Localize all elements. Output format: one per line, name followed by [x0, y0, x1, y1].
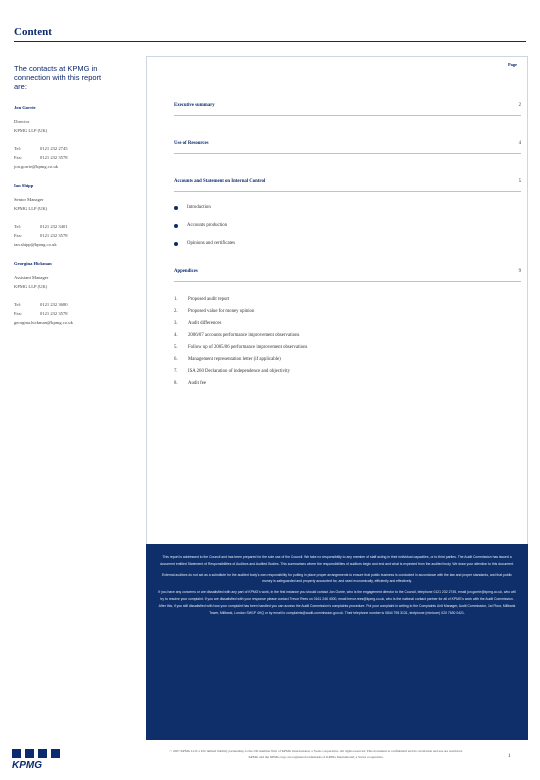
contact-fax [14, 231, 134, 240]
appendix-item[interactable]: 1. Proposed audit report [174, 297, 230, 302]
appendix-item-label: ISA 260 Declaration of independence and objectivity [188, 369, 291, 374]
toc-entry-label: Executive summary [174, 103, 215, 108]
toc-entry-page: 2 [518, 103, 521, 108]
contact-card [14, 105, 134, 171]
page-title: Content [14, 26, 52, 38]
contact-title: Assistant Manager [14, 275, 49, 280]
contact-name: Jon Gorrie [14, 105, 36, 110]
appendix-item-label: Proposed value for money opinion [188, 309, 255, 314]
contacts-heading: The contacts at KPMG in connection with this report are: [14, 64, 102, 91]
fax-value: 0121 232 3578 [40, 311, 68, 316]
appendix-item[interactable]: 8. Audit fee [174, 381, 206, 386]
contact-company: KPMG LLP (UK) [14, 284, 48, 289]
title-divider [14, 41, 526, 42]
tel-value: 0121 232 3680 [40, 302, 68, 307]
tel-value: 0121 232 3401 [40, 224, 68, 229]
appendix-item-label: Audit fee [188, 381, 206, 386]
disclaimer-panel [146, 544, 528, 740]
bullet-icon [174, 206, 178, 210]
toc-subitem-label: Introduction [187, 205, 211, 210]
kpmg-logo [10, 748, 72, 770]
footer-line: KPMG and the KPMG logo are registered trademarks of KPMG International, a Swiss cooperative. [248, 754, 384, 759]
toc-entry-page: 4 [518, 141, 521, 146]
contact-tel [14, 144, 134, 153]
footer-line: © 2007 KPMG LLP, a UK limited liability partnership, is the UK member firm of KPMG International, a Swiss cooperative. All rights reserved. This document is confidential and its circulation and use are restricted. [169, 749, 463, 753]
toc-entry[interactable] [174, 103, 521, 108]
contact-title: Senior Manager [14, 197, 44, 202]
appendix-item-label: Follow up of 2005/06 performance improvement observations [188, 345, 308, 350]
toc-subitem-label: Accounts production [187, 223, 228, 228]
toc-entry-label: Accounts and Statement on Internal Control [174, 179, 266, 184]
tel-label: Tel: [14, 224, 22, 229]
logo-text: KPMG [12, 760, 42, 770]
appendix-item[interactable]: 2. Proposed value for money opinion [174, 309, 255, 314]
appendix-item-label: Audit differences [188, 321, 222, 326]
bullet-icon [174, 224, 178, 228]
fax-label: Fax: [14, 233, 23, 238]
contact-card [14, 261, 134, 327]
bullet-icon [174, 242, 178, 246]
contact-email[interactable]: ian.shipp@kpmg.co.uk [14, 242, 57, 247]
toc-subitem[interactable] [174, 205, 211, 210]
toc-entry-label: Use of Resources [174, 141, 209, 146]
appendix-item[interactable]: 7. ISA 260 Declaration of independence and objectivity [174, 369, 291, 374]
contact-name: Ian Shipp [14, 183, 34, 188]
contact-tel [14, 300, 134, 309]
appendix-item[interactable]: 3. Audit differences [174, 321, 222, 326]
toc-entry[interactable] [174, 269, 521, 274]
appendix-item-label: 2006/07 accounts performance improvement observations [188, 333, 300, 338]
fax-label: Fax: [14, 311, 23, 316]
contact-card [14, 183, 134, 249]
fax-value: 0121 232 3578 [40, 233, 68, 238]
toc-divider [174, 115, 521, 116]
toc-entry-page: 9 [518, 269, 521, 274]
contacts-sidebar [14, 64, 134, 339]
contact-fax [14, 153, 134, 162]
toc-subitem-label: Opinions and certificates [187, 241, 235, 246]
tel-value: 0121 232 2745 [40, 146, 68, 151]
disclaimer-paragraph: External auditors do not act as a substitute for the audited body's own responsibility for putting in place proper arrangements to ensure that public business is conducted in accordance with the law and proper standards, and that public money is safeguarded and properly accounted for, and used economically, efficiently and effectively. [162, 572, 512, 584]
contact-title: Director [14, 119, 30, 124]
contact-email[interactable]: jon.gorrie@kpmg.co.uk [14, 164, 58, 169]
toc-divider [174, 153, 521, 154]
disclaimer-paragraph: This report is addressed to the Council and has been prepared for the sole use of the Council. We take no responsibility to any member of staff acting in their individual capacities, or to third parties. The Audit Commission has issued a document entitled Statement of Responsibilities of Auditors and Audited Bodies. This summarises where the responsibilities of auditors begin and end and what is expected from the audited body. We draw your attention to this document. [160, 555, 514, 566]
contact-tel [14, 222, 134, 231]
disclaimer-paragraph: If you have any concerns or are dissatisfied with any part of KPMG's work, in the first instance you should contact Jon Gorrie, who is the engagement director to the Council, telephone 0121 232 2745, email jon.gorrie@kpmg.co.uk, who will try to resolve your complaint. If you are dissatisfied with your response please contact Trevor Rees on 0161 246 4000, email trevor.rees@kpmg.co.uk, who is the national contact partner for all of KPMG's work with the Audit Commission. After this, if you still dissatisfied with how your complaint has been handled you can access the Audit Commission's complaints procedure. Put your complaint in writing to the Complaints Unit Manager, Audit Commission, 1st Floor, Millbank Tower, Millbank, London SW1P 4HQ or by email to complaints@audit-commission.gov.uk. Their telephone number is 0844 798 3131, textphone (minicom) 020 7630 0421. [158, 590, 516, 615]
page-number: 1 [508, 754, 511, 759]
toc-divider [174, 191, 521, 192]
toc-subitem[interactable] [174, 241, 235, 246]
appendix-item[interactable]: 6. Management representation letter (if applicable) [174, 357, 281, 362]
toc-entry-page: 5 [518, 179, 521, 184]
contact-company: KPMG LLP (UK) [14, 206, 48, 211]
footer-legal [146, 749, 486, 760]
appendix-item-label: Management representation letter (if applicable) [188, 357, 281, 362]
appendix-item-label: Proposed audit report [188, 297, 230, 302]
tel-label: Tel: [14, 302, 22, 307]
contact-fax [14, 309, 134, 318]
toc-entry-label: Appendices [174, 269, 198, 274]
toc-entry[interactable] [174, 179, 521, 184]
contents-panel [146, 56, 528, 546]
fax-label: Fax: [14, 155, 23, 160]
appendix-item[interactable]: 5. Follow up of 2005/06 performance improvement observations [174, 345, 308, 350]
contact-email[interactable]: georgina.hickman@kpmg.co.uk [14, 320, 73, 325]
tel-label: Tel: [14, 146, 22, 151]
contact-company: KPMG LLP (UK) [14, 128, 48, 133]
page-column-label: Page [507, 62, 517, 67]
appendix-item[interactable]: 4. 2006/07 accounts performance improvement observations [174, 333, 300, 338]
contact-name: Georgina Hickman [14, 261, 52, 266]
toc-entry[interactable] [174, 141, 521, 146]
toc-divider [174, 281, 521, 282]
fax-value: 0121 232 3578 [40, 155, 68, 160]
toc-subitem[interactable] [174, 223, 227, 228]
